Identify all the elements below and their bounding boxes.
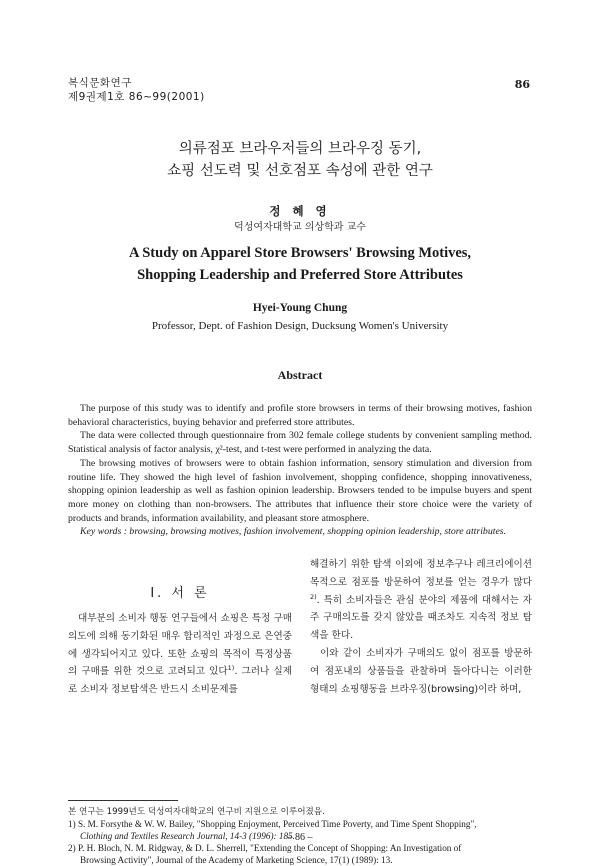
journal-header	[68, 76, 205, 104]
keywords: Key words : browsing, browsing motives, fashion involvement, shopping opinion leadership, store attributes.	[80, 526, 507, 538]
author-english: Hyei-Young Chung	[252, 302, 348, 314]
title-english	[0, 242, 600, 286]
footnote-1: 1) S. M. Forsythe & W. W. Bailey, "Shopping Enjoyment, Perceived Time Poverty, and Time Spent Shopping",	[68, 819, 477, 829]
body-paragraph: 대부분의 소비자 행동 연구들에서 쇼핑은 특정 구매의도에 의해 동기화된 매우 합리적인 과정으로 은연중에 생각되어지고 있다. 또한 쇼핑의 목적이 특정상품의 구매를 위한 것으로 고려되고 있다$^{1)}$. 그러나 실제로 소비자 정보탐색은 반드시 소비문제를	[68, 613, 292, 696]
footnote-2: 2) P. H. Bloch, N. M. Ridgway, & D. L. Sherrell, "Extending the Concept of Shopping: An Investigation of	[68, 843, 462, 853]
title-korean-line2: 쇼핑 선도력 및 선호점포 속성에 관한 연구	[167, 163, 433, 179]
affiliation-english: Professor, Dept. of Fashion Design, Ducksung Women's University	[151, 320, 449, 332]
abstract-body	[68, 402, 532, 539]
abstract-paragraph: The purpose of this study was to identify and profile store browsers in terms of their browsing motives, fashion behavioral characteristics, buying behavior and preferred store attributes.	[68, 403, 532, 428]
body-column-left	[68, 610, 292, 699]
page-footer: – 86 –	[287, 832, 313, 843]
footnote-ref: 2)	[310, 592, 317, 601]
page-number-top: 86	[514, 78, 530, 91]
journal-name: 복식문화연구	[68, 77, 132, 89]
abstract-heading: Abstract	[277, 368, 323, 382]
footnote-divider	[68, 800, 178, 801]
title-english-line2: Shopping Leadership and Preferred Store Attributes	[137, 267, 463, 283]
title-english-line1: A Study on Apparel Store Browsers' Browsing Motives,	[128, 245, 472, 261]
abstract-paragraph: The data were collected through questionnaire from 302 female college students by convenient sampling method. Statistical analysis of factor analysis, χ²-test, and t-test were performed in analyzing the data.	[68, 430, 532, 456]
affiliation-korean: 덕성여자대학교 의상학과 교수	[234, 222, 366, 233]
funding-note: 본 연구는 1999년도 덕성여자대학교의 연구비 지원으로 이루어졌음.	[68, 807, 325, 817]
footnote-2-cont: Browsing Activity", Journal of the Academy of Marketing Science, 17(1) (1989): 13.	[80, 855, 393, 865]
footnote-1-cont: Clothing and Textiles Research Journal, 14-3 (1996): 185.	[80, 831, 295, 841]
section-heading: I. 서 론	[150, 586, 210, 601]
body-paragraph: 해결하기 위한 탐색 이외에 정보추구나 레크리에이션 목적으로 점포를 방문하여 정보를 얻는 경우가 많다$^{2)}$. 특히 소비자들은 관심 분야의 제품에 대해서는 자주 구매의도를 갖지 않았을 때조차도 지속적 정보 탐색을 한다.	[310, 559, 532, 642]
footnote-ref: 1)	[227, 664, 235, 673]
body-paragraph: 이와 같이 소비자가 구매의도 없이 점포를 방문하여 점포내의 상품들을 관찰하며 돌아다니는 이러한 형태의 쇼핑행동을 브라우징(browsing)이라 하며,	[310, 647, 532, 695]
title-korean	[0, 138, 600, 182]
volume-issue: 제9권제1호 86~99(2001)	[68, 91, 205, 103]
abstract-paragraph: The browsing motives of browsers were to obtain fashion information, sensory stimulation and diversion from routine life. They showed the high level of fashion involvement, shopping confidence, shopping innovativeness, shopping opinion leadership as well as fashion opinion leadership. Browsers tended to be impulse buyers and spent more money on clothing than non-browsers. The attributes that influence their store choice were the variety of products and brands, information availability, and pleasant store atmosphere.	[68, 457, 532, 524]
title-korean-line1: 의류점포 브라우저들의 브라우징 동기,	[178, 141, 422, 157]
author-korean: 정 혜 영	[269, 204, 331, 218]
body-column-right	[310, 556, 532, 698]
